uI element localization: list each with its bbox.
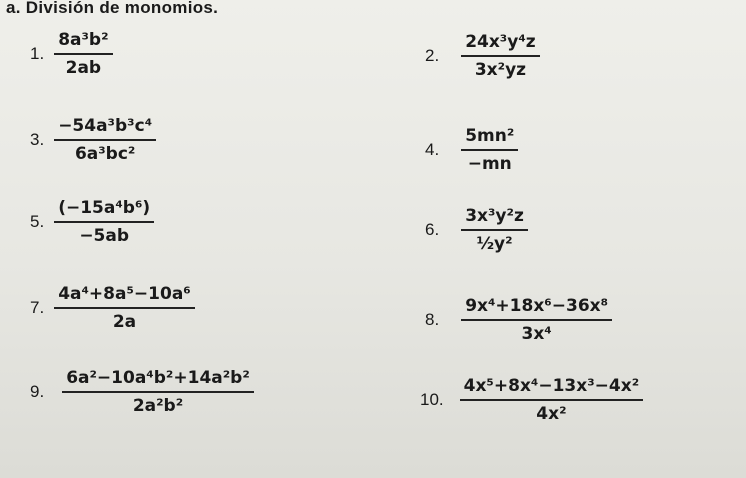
- numerator: 4x⁵+8x⁴−13x³−4x²: [463, 376, 640, 396]
- exercise-3: [30, 116, 156, 164]
- denominator: 2ab: [65, 58, 102, 78]
- denominator: 2a²b²: [132, 396, 184, 416]
- exercise-6: [425, 206, 528, 254]
- exercise-number: 2.: [425, 46, 440, 65]
- denominator: 4x²: [536, 404, 567, 424]
- fraction: [461, 296, 612, 344]
- numerator: −54a³b³c⁴: [58, 116, 153, 136]
- fraction: [62, 368, 254, 416]
- numerator: 6a²−10a⁴b²+14a²b²: [66, 368, 250, 388]
- exercise-1: [30, 30, 113, 78]
- numerator: 8a³b²: [58, 30, 109, 50]
- fraction: [54, 116, 156, 164]
- section-title: a. División de monomios.: [6, 0, 219, 17]
- denominator: 3x⁴: [521, 324, 552, 344]
- exercise-2: [425, 32, 540, 80]
- fraction: [54, 198, 154, 246]
- exercise-number: 9.: [30, 382, 45, 401]
- exercise-number: 3.: [30, 130, 45, 149]
- exercise-number: 4.: [425, 140, 440, 159]
- numerator: 3x³y²z: [465, 206, 524, 226]
- fraction: [461, 32, 540, 80]
- exercise-number: 7.: [30, 298, 45, 317]
- exercise-5: [30, 198, 154, 246]
- denominator: −mn: [467, 154, 512, 174]
- fraction: [54, 284, 195, 332]
- exercise-4: [425, 126, 518, 174]
- exercise-number: 10.: [420, 390, 444, 409]
- numerator: 9x⁴+18x⁶−36x⁸: [465, 296, 609, 316]
- numerator: 24x³y⁴z: [465, 32, 536, 52]
- fraction: [461, 126, 518, 174]
- denominator: 6a³bc²: [74, 144, 136, 164]
- exercise-10: [420, 376, 643, 424]
- denominator: −5ab: [79, 226, 130, 246]
- exercise-number: 6.: [425, 220, 440, 239]
- exercise-number: 8.: [425, 310, 440, 329]
- numerator: (−15a⁴b⁶): [58, 198, 151, 218]
- exercise-8: [425, 296, 612, 344]
- denominator: ½y²: [476, 234, 513, 254]
- exercise-number: 5.: [30, 212, 45, 231]
- exercise-9: [30, 368, 254, 416]
- exercise-7: [30, 284, 195, 332]
- fraction: [461, 206, 528, 254]
- denominator: 2a: [112, 312, 137, 332]
- denominator: 3x²yz: [474, 60, 527, 80]
- fraction: [460, 376, 644, 424]
- fraction: [54, 30, 112, 78]
- numerator: 5mn²: [465, 126, 515, 146]
- numerator: 4a⁴+8a⁵−10a⁶: [58, 284, 191, 304]
- exercise-number: 1.: [30, 44, 45, 63]
